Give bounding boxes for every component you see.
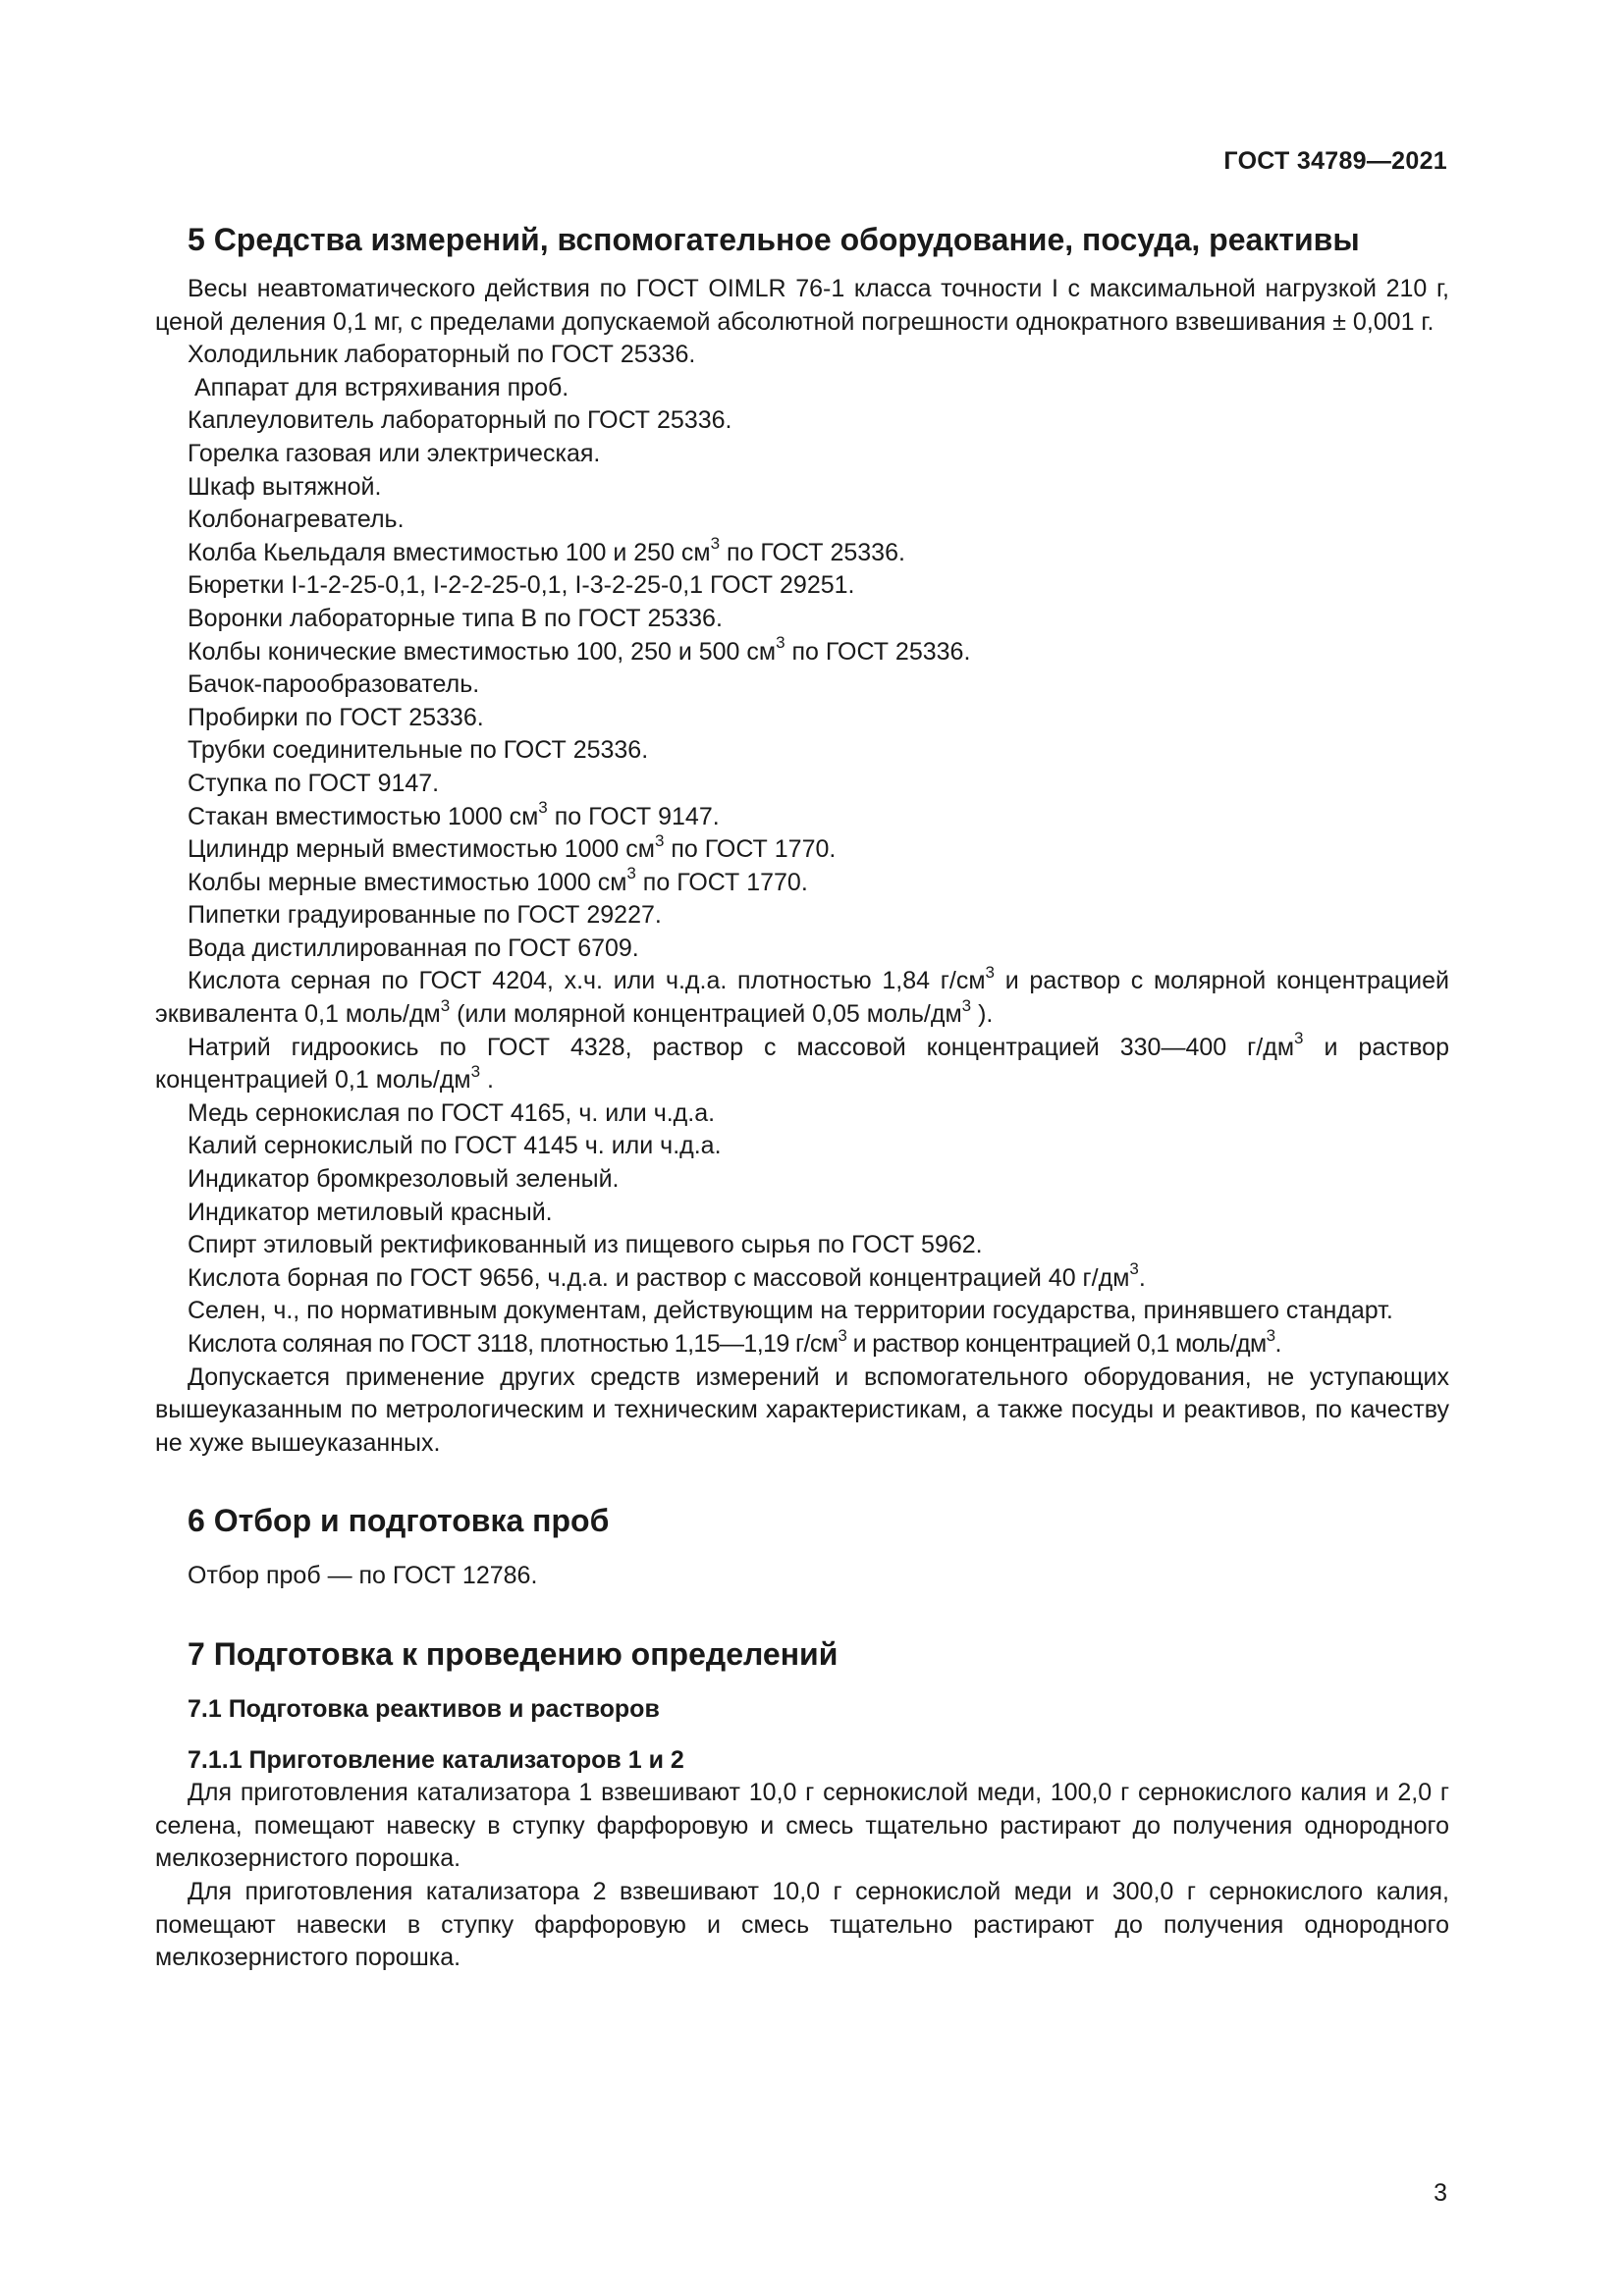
text: по ГОСТ 25336. [720,538,905,566]
text: . [480,1066,494,1095]
paragraph-selenium: Селен, ч., по нормативным документам, действующим на территории государства, принявшего стандарт. [188,1297,1393,1325]
text: и раствор с молярной концентрацией эквивалента 0,1 моль/дм [155,967,1449,1029]
list-item: Колбонагреватель. [188,506,405,534]
list-item: Индикатор метиловый красный. [188,1198,553,1226]
text: по ГОСТ 25336. [785,637,971,666]
list-item: Бачок-парообразователь. [188,670,480,699]
superscript: 3 [776,633,785,653]
text: Кислота серная по ГОСТ 4204, х.ч. или ч.д.а. плотностью 1,84 г/см [188,967,986,995]
section-5-title: 5 Средства измерений, вспомогательное оборудование, посуда, реактивы [188,222,1360,257]
superscript: 3 [626,864,636,883]
text: . [1138,1263,1146,1292]
paragraph-sulfuric-acid [155,965,1449,1031]
text: . [1274,1330,1281,1358]
paragraph-catalyst-2: Для приготовления катализатора 2 взвешивают 10,0 г сернокислой меди и 300,0 г сернокислого калия, помещают навески в ступку фарфоровую и смесь тщательно растирают до получения однородного мелкозернистого порошка. [155,1877,1449,1972]
text: Колбы конические вместимостью 100, 250 и 500 см [188,637,777,666]
superscript: 3 [1294,1029,1304,1048]
superscript: 3 [1266,1325,1275,1345]
text: Колба Кьельдаля вместимостью 100 и 250 см [188,538,711,566]
section-6-title: 6 Отбор и подготовка проб [188,1503,610,1539]
page-content [155,218,1449,1975]
list-item: Холодильник лабораторный по ГОСТ 25336. [188,341,696,369]
text: по ГОСТ 9147. [547,802,720,830]
subsection-7-1-1-title: 7.1.1 Приготовление катализаторов 1 и 2 [188,1745,684,1774]
list-item-volumetric-flasks [155,864,1449,900]
list-item-cylinder [155,830,1449,867]
superscript: 3 [710,534,721,554]
paragraph-sampling: Отбор проб — по ГОСТ 12786. [188,1562,538,1590]
superscript: 3 [654,830,665,850]
superscript: 3 [470,1061,481,1081]
list-item-funnels: Воронки лабораторные типа В по ГОСТ 25336. [188,604,723,632]
paragraph-hydrochloric-acid [155,1325,1449,1362]
superscript: 3 [538,798,548,818]
paragraph-allowance: Допускается применение других средств измерений и вспомогательного оборудования, не уступающих вышеуказанным по метрологическим и техническим характеристикам, а также посуды и реактивов, по качеству не хуже вышеуказанных. [155,1362,1449,1457]
list-item-kjeldahl [155,534,1449,570]
list-item: Пробирки по ГОСТ 25336. [188,703,484,731]
superscript: 3 [838,1325,847,1345]
text: и раствор концентрацией 0,1 моль/дм [155,1033,1449,1095]
superscript: 3 [961,995,972,1015]
list-item-burettes: Бюретки I-1-2-25-0,1, I-2-2-25-0,1, I-3-2-25-0,1 ГОСТ 29251. [188,571,855,600]
document-id-header: ГОСТ 34789—2021 [1223,147,1447,175]
text: и раствор концентрацией 0,1 моль/дм [846,1330,1267,1358]
list-item-water: Вода дистиллированная по ГОСТ 6709. [188,934,639,962]
text: Стакан вместимостью 1000 см [188,802,539,830]
list-item: Индикатор бромкрезоловый зеленый. [188,1165,620,1194]
list-item-pipettes: Пипетки градуированные по ГОСТ 29227. [188,901,662,930]
list-item: Каплеуловитель лабораторный по ГОСТ 25336. [188,406,732,435]
paragraph-scales: Весы неавтоматического действия по ГОСТ OIMLR 76-1 класса точности I с максимальной нагрузкой 210 г, ценой деления 0,1 мг, с пределами допускаемой абсолютной погрешности однократного взвешивания ± 0,001 г. [155,275,1449,336]
list-item: Медь сернокислая по ГОСТ 4165, ч. или ч.д.а. [188,1098,716,1127]
text: Колбы мерные вместимостью 1000 см [188,868,627,896]
text: ). [971,1000,994,1029]
list-item: Горелка газовая или электрическая. [188,439,601,467]
list-item: Калий сернокислый по ГОСТ 4145 ч. или ч.д.а. [188,1132,722,1160]
paragraph-sodium-hydroxide [155,1029,1449,1097]
list-item: Шкаф вытяжной. [188,472,382,501]
subsection-7-1-title: 7.1 Подготовка реактивов и растворов [188,1694,660,1723]
superscript: 3 [1129,1259,1139,1279]
text: Натрий гидроокись по ГОСТ 4328, раствор с массовой концентрацией 330—400 г/дм [188,1033,1295,1061]
list-item-conical-flasks [155,633,1449,669]
text: по ГОСТ 1770. [664,835,837,864]
section-7-title: 7 Подготовка к проведению определений [188,1635,839,1672]
text: (или молярной концентрацией 0,05 моль/дм [450,1000,962,1029]
superscript: 3 [985,963,996,983]
text: по ГОСТ 1770. [635,868,808,896]
list-item: Спирт этиловый ректификованный из пищевого сырья по ГОСТ 5962. [188,1231,983,1259]
paragraph-catalyst-1: Для приготовления катализатора 1 взвешивают 10,0 г сернокислой меди, 100,0 г сернокислого калия и 2,0 г селена, помещают навеску в ступку фарфоровую и смесь тщательно растирают до получения однородного мелкозернистого порошка. [155,1779,1449,1873]
text: Кислота соляная по ГОСТ 3118, плотностью 1,15—1,19 г/см [188,1330,839,1358]
list-item: Аппарат для встряхивания проб. [188,373,569,401]
superscript: 3 [440,995,451,1015]
list-item-boric-acid [155,1259,1449,1296]
list-item-beaker [155,798,1449,834]
page-number: 3 [1434,2179,1447,2207]
text: Кислота борная по ГОСТ 9656, ч.д.а. и раствор с массовой концентрацией 40 г/дм [188,1263,1130,1292]
list-item: Ступка по ГОСТ 9147. [188,769,440,797]
list-item: Трубки соединительные по ГОСТ 25336. [188,736,649,765]
text: Цилиндр мерный вместимостью 1000 см [188,835,655,864]
